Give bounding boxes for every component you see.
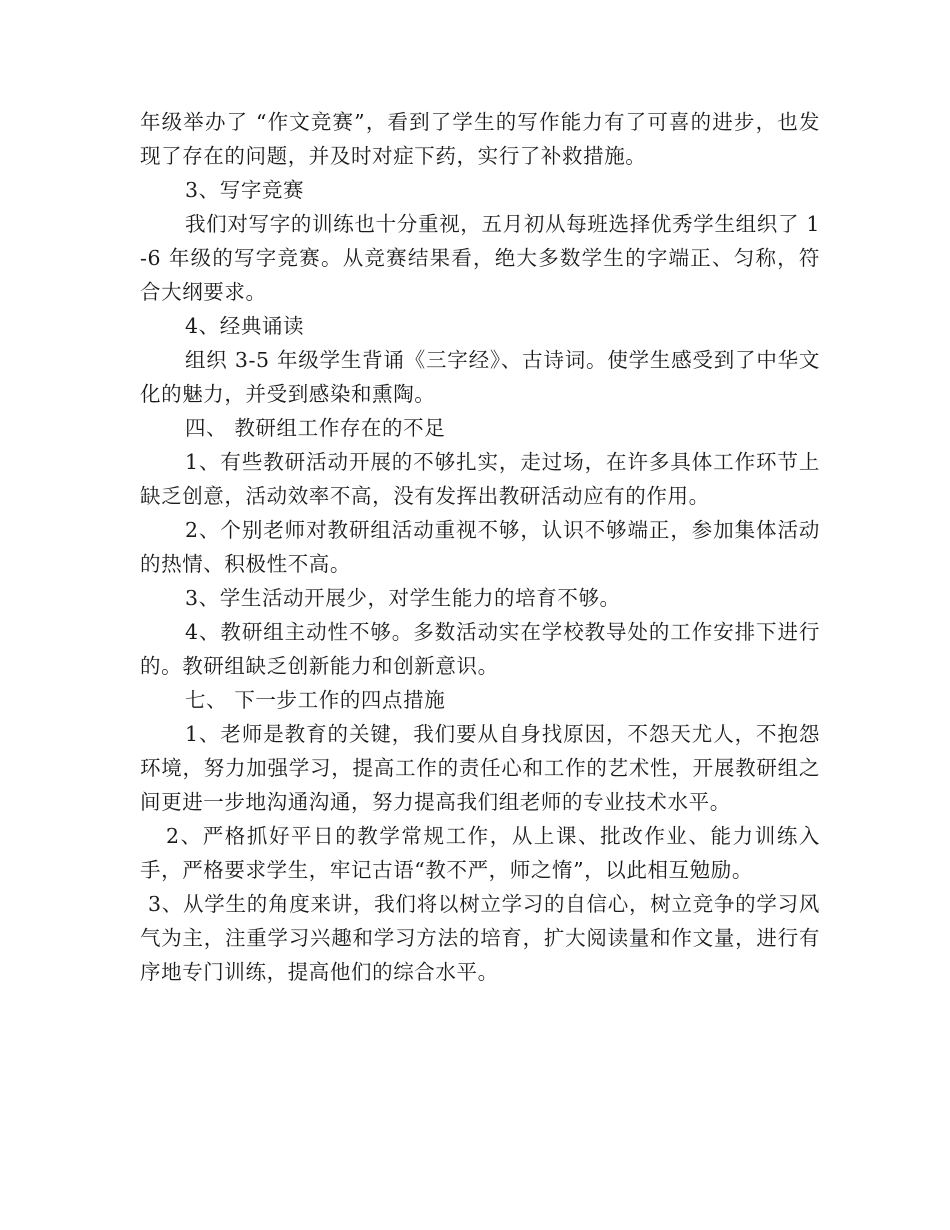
heading-classic-reading: 4、经典诵读 <box>185 314 305 338</box>
heading-writing-contest: 3、写字竞赛 <box>185 178 305 202</box>
document-body <box>140 105 820 989</box>
heading-shortcomings: 四、 教研组工作存在的不足 <box>185 416 446 440</box>
paragraph-shortcoming-2: 2、个别老师对教研组活动重视不够，认识不够端正，参加集体活动的热情、积极性不高。 <box>140 518 820 576</box>
paragraph-shortcoming-4: 4、教研组主动性不够。多数活动实在学校教导处的工作安排下进行的。教研组缺乏创新能力和创新意识。 <box>140 620 820 678</box>
paragraph-measure-1: 1、老师是教育的关键，我们要从自身找原因，不怨天尤人，不抱怨环境，努力加强学习，提高工作的责任心和工作的艺术性，开展教研组之间更进一步地沟通沟通，努力提高我们组老师的专业技术水平。 <box>140 722 820 814</box>
paragraph-shortcoming-3: 3、学生活动开展少，对学生能力的培育不够。 <box>185 586 621 610</box>
heading-next-steps: 七、 下一步工作的四点措施 <box>185 688 446 712</box>
paragraph-writing-contest: 我们对写字的训练也十分重视，五月初从每班选择优秀学生组织了 1-6 年级的写字竞赛。从竞赛结果看，绝大多数学生的字端正、匀称，符合大纲要求。 <box>140 212 820 304</box>
paragraph-measure-3: 3、从学生的角度来讲，我们将以树立学习的自信心，树立竞争的学习风气为主，注重学习兴趣和学习方法的培育，扩大阅读量和作文量，进行有序地专门训练，提高他们的综合水平。 <box>140 892 820 984</box>
paragraph-classic-reading: 组织 3-5 年级学生背诵《三字经》、古诗词。使学生感受到了中华文化的魅力，并受到感染和熏陶。 <box>140 348 820 406</box>
paragraph-shortcoming-1: 1、有些教研活动开展的不够扎实，走过场，在许多具体工作环节上缺乏创意，活动效率不高，没有发挥出教研活动应有的作用。 <box>140 450 820 508</box>
paragraph-measure-2: 2、严格抓好平日的教学常规工作，从上课、批改作业、能力训练入手，严格要求学生，牢记古语“教不严，师之惰”，以此相互勉励。 <box>140 824 820 882</box>
paragraph-1: 年级举办了 “作文竞赛”，看到了学生的写作能力有了可喜的进步，也发现了存在的问题，并及时对症下药，实行了补救措施。 <box>140 110 820 168</box>
